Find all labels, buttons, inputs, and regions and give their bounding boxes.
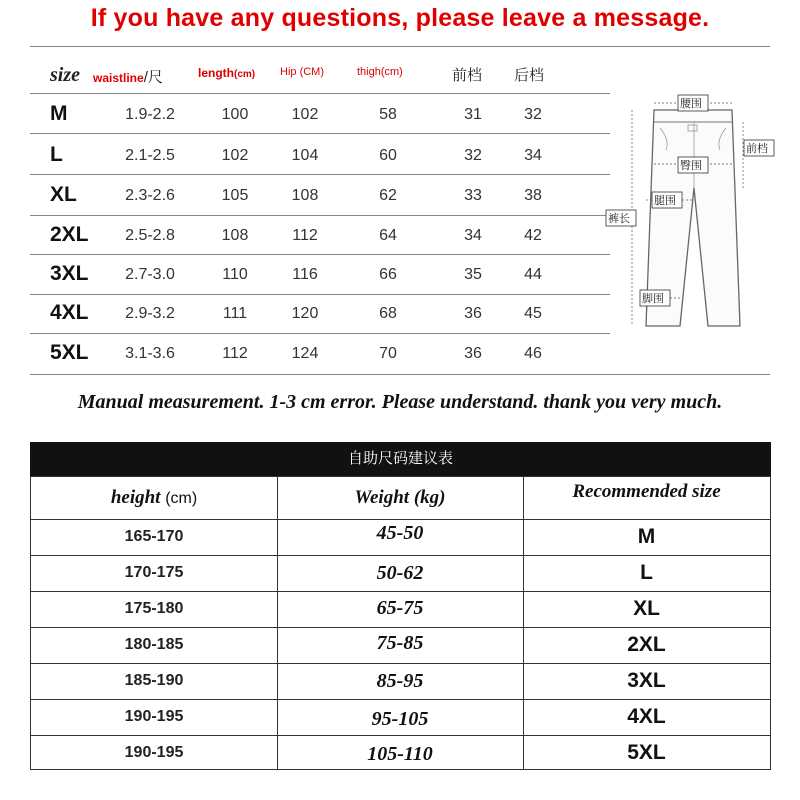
header-height <box>31 477 277 519</box>
header-height-label: height <box>110 487 161 508</box>
table-bottom-rule <box>30 374 770 375</box>
diagram-length-label: 裤长 <box>608 212 630 225</box>
thigh-cell: 60 <box>379 147 397 164</box>
pants-diagram <box>600 88 790 338</box>
height-cell: 170-175 <box>124 564 184 581</box>
header-waistline-unit: /尺 <box>143 69 163 86</box>
row-divider <box>31 555 770 556</box>
header-front-rise: 前档 <box>452 67 483 84</box>
header-weight-unit: (kg) <box>413 487 446 508</box>
table-row-rule <box>30 133 610 134</box>
size-label: 2XL <box>50 223 89 246</box>
header-length-unit: (cm) <box>234 69 256 80</box>
table-row-rule <box>30 93 610 94</box>
length-cell: 112 <box>222 345 248 362</box>
table-top-rule <box>30 46 770 47</box>
height-cell: 190-195 <box>124 744 184 761</box>
hip-cell: 112 <box>292 227 318 244</box>
hip-cell: 120 <box>291 305 319 322</box>
weight-cell: 50-62 <box>376 562 424 584</box>
header-thigh-label: thigh <box>357 66 381 78</box>
front-rise-cell: 31 <box>464 106 482 123</box>
row-divider <box>31 699 770 700</box>
row-divider <box>31 663 770 664</box>
recommended-size-cell: 2XL <box>627 633 666 656</box>
header-waistline-label: waistline <box>93 71 144 85</box>
front-rise-cell: 34 <box>464 227 482 244</box>
recommended-size-cell: 4XL <box>627 705 666 728</box>
weight-cell: 65-75 <box>376 597 424 619</box>
height-cell: 185-190 <box>124 672 184 689</box>
header-hip-unit: (CM) <box>299 66 325 78</box>
waist-cell: 2.1-2.5 <box>125 147 175 164</box>
thigh-cell: 68 <box>379 305 397 322</box>
waist-cell: 2.3-2.6 <box>125 187 175 204</box>
header-length <box>198 66 255 80</box>
front-rise-cell: 36 <box>464 305 482 322</box>
table-row-rule <box>30 294 610 295</box>
front-rise-cell: 33 <box>464 187 482 204</box>
table-row-rule <box>30 333 610 334</box>
size-label: M <box>50 102 68 125</box>
back-rise-cell: 44 <box>524 266 542 283</box>
height-cell: 165-170 <box>124 528 184 545</box>
front-rise-cell: 35 <box>464 266 482 283</box>
weight-cell: 95-105 <box>371 708 429 730</box>
waist-cell: 2.7-3.0 <box>125 266 175 283</box>
size-label: 4XL <box>50 301 89 324</box>
recommended-size-cell: L <box>640 561 653 584</box>
header-hip-label: Hip <box>280 66 297 78</box>
size-label: L <box>50 143 63 166</box>
size-label: XL <box>50 183 77 206</box>
length-cell: 102 <box>221 147 249 164</box>
header-thigh-unit: (cm) <box>380 66 403 78</box>
header-thigh <box>357 66 403 78</box>
header-hip <box>280 66 324 78</box>
length-cell: 108 <box>221 227 249 244</box>
front-rise-cell: 32 <box>464 147 482 164</box>
size-label: 5XL <box>50 341 89 364</box>
thigh-cell: 58 <box>379 106 397 123</box>
recommended-size-cell: 5XL <box>627 741 666 764</box>
back-rise-cell: 46 <box>524 345 542 362</box>
front-rise-cell: 36 <box>464 345 482 362</box>
header-back-rise: 后档 <box>514 67 545 84</box>
waist-cell: 3.1-3.6 <box>125 345 175 362</box>
back-rise-cell: 32 <box>524 106 542 123</box>
thigh-cell: 66 <box>379 266 397 283</box>
recommended-size-cell: M <box>637 525 656 548</box>
weight-cell: 85-95 <box>376 670 424 692</box>
hip-cell: 108 <box>291 187 319 204</box>
weight-cell: 105-110 <box>367 743 433 765</box>
recommendation-title: 自助尺码建议表 <box>30 442 771 476</box>
length-cell: 100 <box>221 106 249 123</box>
waist-cell: 2.5-2.8 <box>125 227 175 244</box>
length-cell: 105 <box>221 187 249 204</box>
weight-cell: 75-85 <box>376 632 424 654</box>
header-recommended-size: Recommended size <box>572 481 721 502</box>
row-divider <box>31 627 770 628</box>
diagram-thigh-label: 臀围 <box>680 159 702 172</box>
height-cell: 190-195 <box>124 708 184 725</box>
measurement-note: Manual measurement. 1-3 cm error. Please understand. thank you very much. <box>77 391 723 413</box>
height-cell: 175-180 <box>124 600 184 617</box>
recommended-size-cell: XL <box>633 597 660 620</box>
message-banner: If you have any questions, please leave a message. <box>90 4 710 32</box>
hip-cell: 124 <box>291 345 319 362</box>
row-divider <box>31 591 770 592</box>
table-row-rule <box>30 215 610 216</box>
recommendation-grid <box>30 476 771 770</box>
diagram-hem-label: 脚围 <box>642 292 664 305</box>
diagram-waist-label: 腰围 <box>680 97 702 110</box>
header-size: size <box>50 64 80 86</box>
height-cell: 180-185 <box>124 636 184 653</box>
thigh-cell: 64 <box>379 227 397 244</box>
hip-cell: 102 <box>291 106 319 123</box>
waist-cell: 2.9-3.2 <box>125 305 175 322</box>
table-row-rule <box>30 254 610 255</box>
length-cell: 110 <box>222 266 248 283</box>
table-row-rule <box>30 174 610 175</box>
header-waistline <box>93 66 163 87</box>
back-rise-cell: 38 <box>524 187 542 204</box>
header-weight <box>277 477 523 519</box>
header-weight-label: Weight <box>354 487 410 508</box>
row-divider <box>31 519 770 520</box>
size-recommendation-table <box>30 442 771 770</box>
diagram-knee-label: 腿围 <box>654 194 676 207</box>
weight-cell: 45-50 <box>376 522 424 544</box>
header-height-unit: (cm) <box>165 490 198 507</box>
recommended-size-cell: 3XL <box>627 669 666 692</box>
back-rise-cell: 34 <box>524 147 542 164</box>
thigh-cell: 62 <box>379 187 397 204</box>
length-cell: 111 <box>222 305 248 322</box>
hip-cell: 104 <box>291 147 319 164</box>
size-label: 3XL <box>50 262 89 285</box>
row-divider <box>31 735 770 736</box>
back-rise-cell: 42 <box>524 227 542 244</box>
waist-cell: 1.9-2.2 <box>125 106 175 123</box>
header-length-label: length <box>198 66 234 80</box>
diagram-front-rise-label: 前档 <box>746 142 768 155</box>
hip-cell: 116 <box>292 266 318 283</box>
thigh-cell: 70 <box>379 345 397 362</box>
back-rise-cell: 45 <box>524 305 542 322</box>
